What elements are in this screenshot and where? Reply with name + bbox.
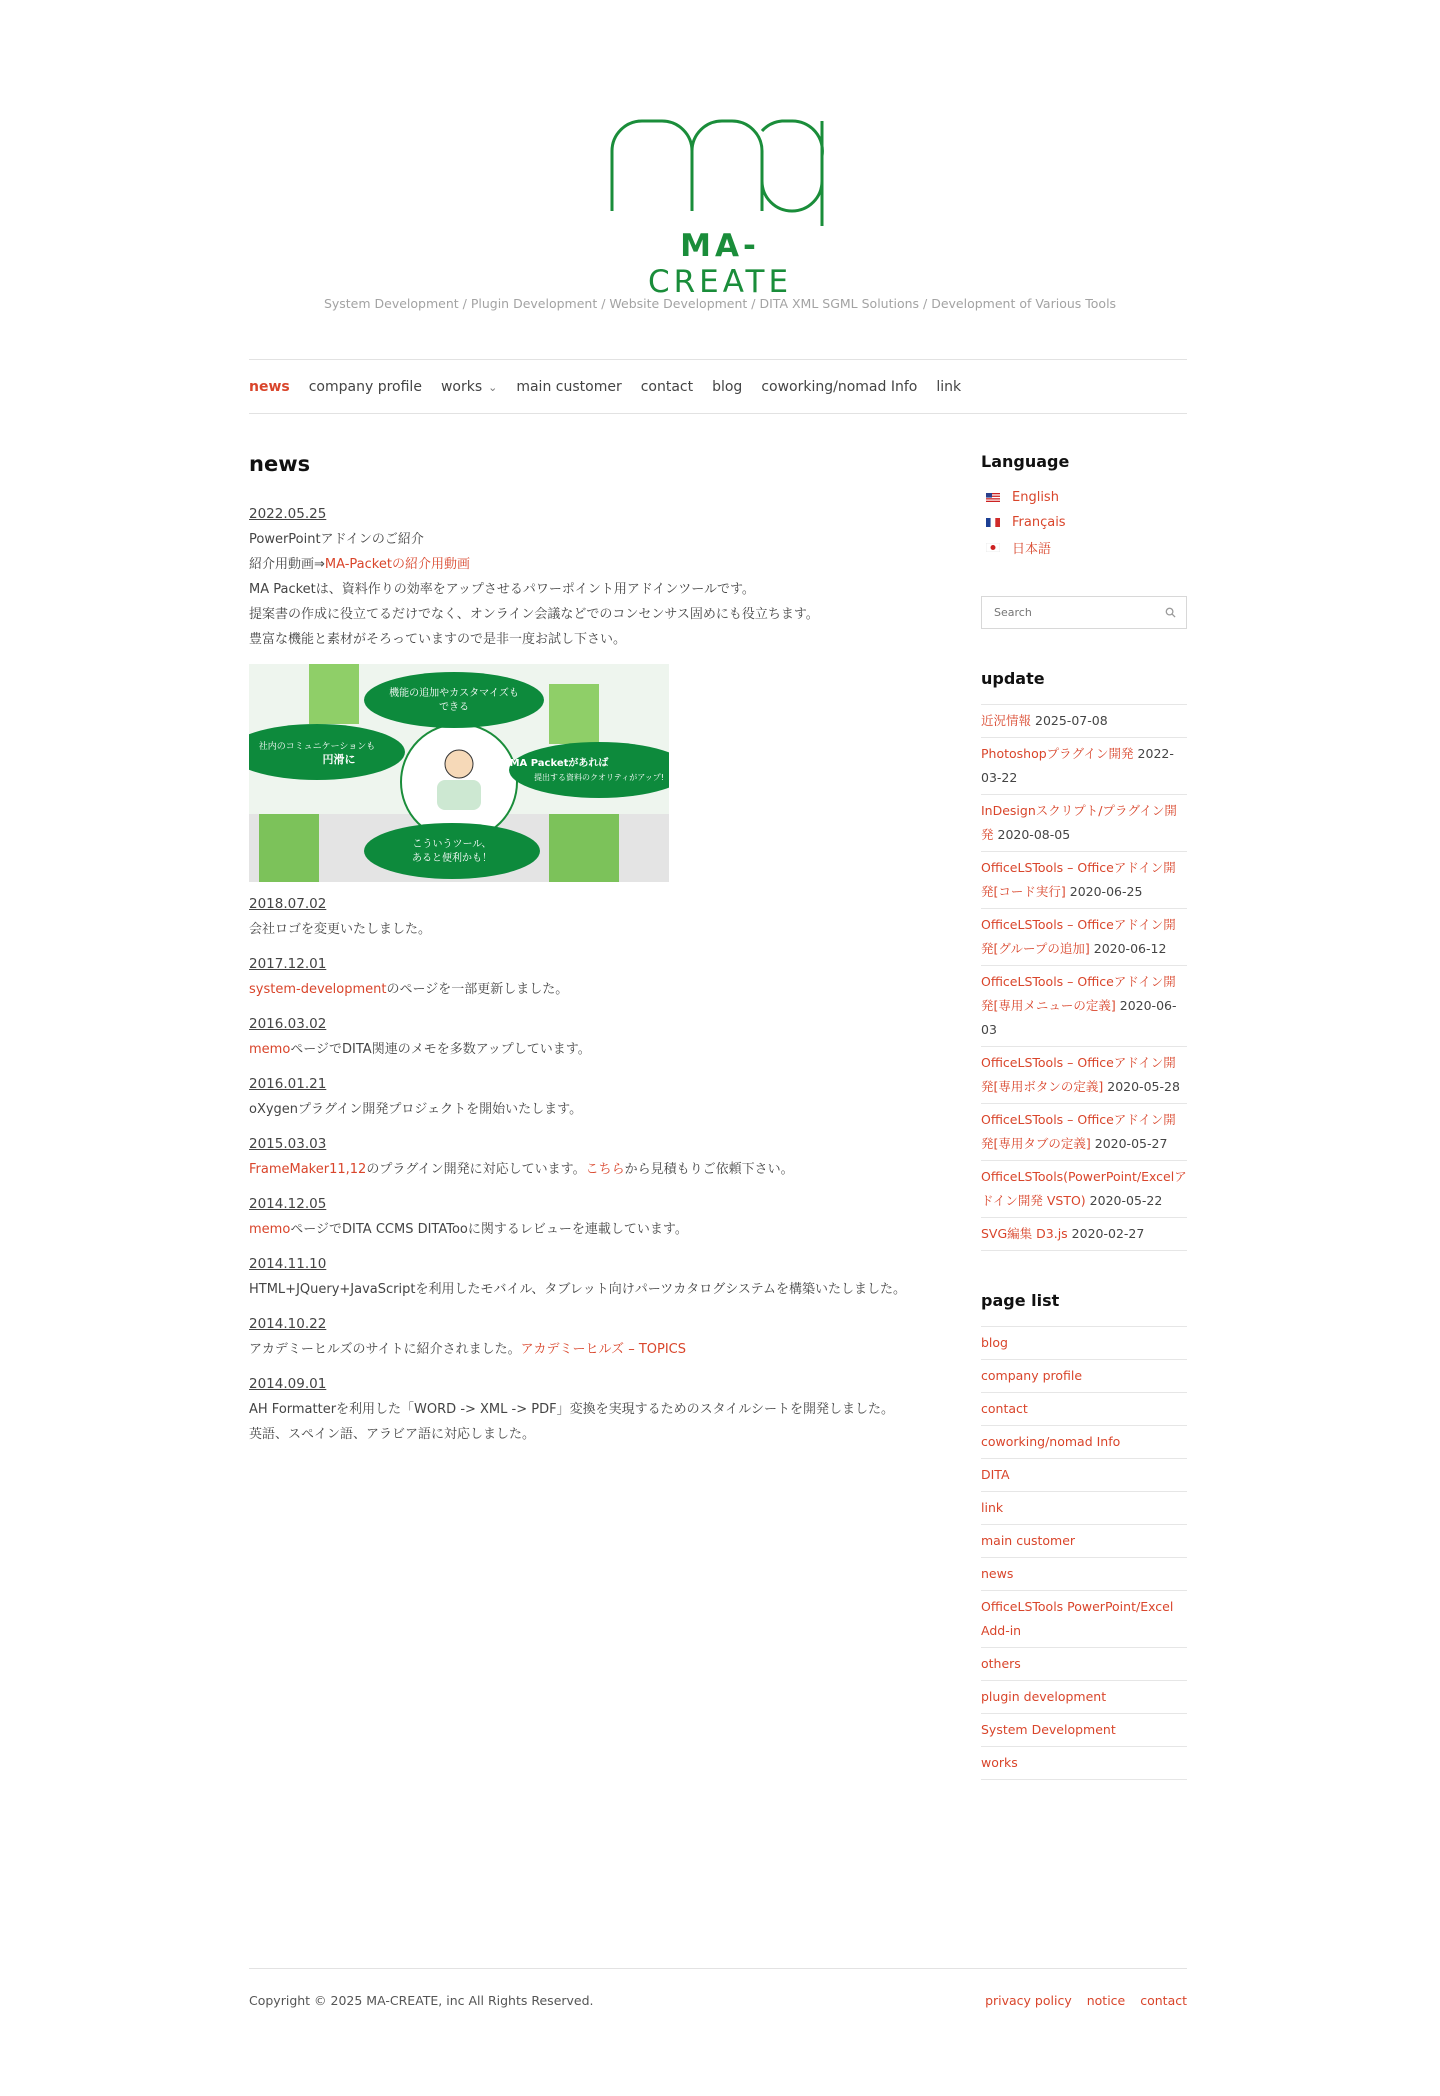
- page-link-coworking[interactable]: coworking/nomad Info: [981, 1434, 1121, 1449]
- site-tagline: System Development / Plugin Development / Website Development / DITA XML SGML Solutions / Development of Various Tools: [323, 296, 1117, 311]
- page-list-item: [981, 1525, 1187, 1558]
- language-english[interactable]: [981, 485, 1187, 510]
- nav-item-works-label: works: [440, 378, 483, 395]
- banner-bubble-bottom-line2: あると便利かも！: [412, 853, 492, 864]
- banner-block-right: [549, 684, 599, 744]
- copyright-text: Copyright © 2025 MA-CREATE, inc All Rights Reserved.: [249, 1993, 594, 2008]
- news-entry: [249, 892, 949, 942]
- update-link[interactable]: InDesignスクリプト/プラグイン開発: [981, 803, 1177, 842]
- page-list-item: [981, 1747, 1187, 1780]
- news-date[interactable]: 2016.03.02: [249, 1016, 327, 1032]
- page-list-item: [981, 1681, 1187, 1714]
- framemaker-link[interactable]: FrameMaker11,12: [249, 1162, 367, 1177]
- banner-bubble-right-line1: MA Packetがあれば: [509, 758, 609, 769]
- news-date[interactable]: 2015.03.03: [249, 1136, 327, 1152]
- update-item: [981, 1104, 1187, 1161]
- update-date: 2020-02-27: [1071, 1226, 1145, 1241]
- nav-item-contact[interactable]: contact: [640, 378, 694, 395]
- banner-person-head: [445, 750, 473, 778]
- page-list-item: [981, 1327, 1187, 1360]
- page-link-dita[interactable]: DITA: [981, 1467, 1010, 1482]
- news-entry: [249, 502, 949, 882]
- page-link-main-customer[interactable]: main customer: [981, 1533, 1076, 1548]
- update-item: [981, 966, 1187, 1047]
- estimate-link[interactable]: こちら: [585, 1162, 625, 1177]
- privacy-policy-link[interactable]: privacy policy: [985, 1993, 1072, 2008]
- banner-house-left: [259, 814, 319, 882]
- news-text-rest: のプラグイン開発に対応しています。: [366, 1162, 586, 1177]
- news-text-rest2: から見積もりご依頼下さい。: [624, 1162, 794, 1177]
- nav-item-link[interactable]: link: [936, 378, 962, 395]
- news-text: PowerPointアドインのご紹介: [249, 532, 424, 547]
- page-list-item: [981, 1492, 1187, 1525]
- page-link-system-development[interactable]: System Development: [981, 1722, 1116, 1737]
- nav-item-coworking[interactable]: coworking/nomad Info: [761, 378, 918, 395]
- nav-item-news[interactable]: news: [249, 378, 290, 395]
- fr-flag-icon: [986, 518, 1000, 527]
- update-item: [981, 705, 1187, 738]
- news-text: [249, 552, 949, 577]
- jp-flag-icon: [986, 543, 1000, 552]
- update-date: 2020-06-12: [1093, 941, 1167, 956]
- news-text: [249, 977, 949, 1002]
- memo-link[interactable]: memo: [249, 1222, 291, 1237]
- academyhills-link[interactable]: アカデミーヒルズ – TOPICS: [520, 1342, 686, 1357]
- news-text-pre: アカデミーヒルズのサイトに紹介されました。: [249, 1342, 521, 1357]
- news-entry: [249, 952, 949, 1002]
- nav-item-blog[interactable]: blog: [712, 378, 743, 395]
- system-development-link[interactable]: system-development: [249, 982, 387, 997]
- page-list-item: [981, 1714, 1187, 1747]
- update-link[interactable]: Photoshopプラグイン開発: [981, 746, 1134, 761]
- nav-item-company-profile[interactable]: company profile: [308, 378, 422, 395]
- sidebar: [981, 452, 1187, 1780]
- update-link[interactable]: OfficeLSTools – Officeアドイン開発[コード実行]: [981, 860, 1176, 899]
- page-link-news[interactable]: news: [981, 1566, 1014, 1581]
- update-link[interactable]: OfficeLSTools(PowerPoint/Excelアドイン開発 VSTO): [981, 1169, 1187, 1208]
- page-link-officelstools[interactable]: OfficeLSTools PowerPoint/Excel Add-in: [981, 1599, 1174, 1638]
- pagelist-heading: page list: [981, 1291, 1060, 1310]
- update-link[interactable]: OfficeLSTools – Officeアドイン開発[専用ボタンの定義]: [981, 1055, 1176, 1094]
- update-list: [981, 704, 1187, 1251]
- update-item: [981, 1047, 1187, 1104]
- update-heading: update: [981, 669, 1045, 688]
- banner-block-top: [309, 664, 359, 724]
- news-entry: [249, 1372, 949, 1447]
- language-label: English: [1012, 490, 1059, 505]
- chevron-down-icon: ⌄: [488, 380, 498, 394]
- update-date: 2020-08-05: [997, 827, 1071, 842]
- news-entry: [249, 1192, 949, 1242]
- update-date: 2022-03-22: [981, 746, 1174, 785]
- language-japanese[interactable]: [981, 535, 1187, 560]
- page-title: news: [249, 452, 311, 476]
- news-text: AH Formatterを利用した「WORD -> XML -> PDF」変換を実現するためのスタイルシートを開発しました。: [249, 1402, 894, 1417]
- search-input[interactable]: [992, 605, 1165, 620]
- memo-link[interactable]: memo: [249, 1042, 291, 1057]
- language-french[interactable]: [981, 510, 1187, 535]
- news-date[interactable]: 2014.11.10: [249, 1256, 327, 1272]
- banner-bubble-top-line2: できる: [439, 702, 469, 713]
- logo-word-bold: MA-: [680, 228, 760, 264]
- news-date[interactable]: 2017.12.01: [249, 956, 327, 972]
- update-date: 2020-05-27: [1094, 1136, 1168, 1151]
- language-heading: Language: [981, 452, 1070, 471]
- news-text: 会社ロゴを変更いたしました。: [249, 922, 432, 937]
- news-date[interactable]: 2014.09.01: [249, 1376, 327, 1392]
- page-list: [981, 1326, 1187, 1780]
- page-link-plugin-development[interactable]: plugin development: [981, 1689, 1107, 1704]
- banner-bubble-top-line1: 機能の追加やカスタマイズも: [389, 688, 519, 699]
- banner-bubble-left-line2: 円滑に: [322, 753, 356, 766]
- banner-person-body: [437, 780, 481, 810]
- notice-link[interactable]: notice: [1086, 1993, 1126, 2008]
- update-date: 2025-07-08: [1035, 713, 1108, 728]
- news-date[interactable]: 2018.07.02: [249, 896, 327, 912]
- news-text-rest: のページを一部更新しました。: [386, 982, 569, 997]
- update-item: [981, 909, 1187, 966]
- news-text-pre: 紹介用動画⇒: [249, 557, 325, 572]
- news-text: oXygenプラグイン開発プロジェクトを開始いたします。: [249, 1102, 583, 1117]
- news-date[interactable]: 2016.01.21: [249, 1076, 327, 1092]
- news-text: 英語、スペイン語、アラビア語に対応しました。: [249, 1427, 536, 1442]
- news-date[interactable]: 2014.12.05: [249, 1196, 327, 1212]
- logo-wordmark: [609, 228, 831, 300]
- news-text: [249, 1217, 949, 1242]
- footer-links: [974, 1993, 1187, 2008]
- update-link[interactable]: OfficeLSTools – Officeアドイン開発[グループの追加]: [981, 917, 1176, 956]
- banner-bubble-left-line1: 社内のコミュニケーションも: [258, 742, 376, 752]
- update-link[interactable]: SVG編集 D3.js: [981, 1226, 1068, 1241]
- news-entry: [249, 1012, 949, 1062]
- news-text: 提案書の作成に役立てるだけでなく、オンライン会議などでのコンセンサス固めにも役立ちます。: [249, 607, 819, 622]
- news-date[interactable]: 2022.05.25: [249, 506, 327, 522]
- page-list-item: [981, 1558, 1187, 1591]
- update-item: [981, 1218, 1187, 1251]
- news-text: 豊富な機能と素材がそろっていますので是非一度お試し下さい。: [249, 632, 627, 647]
- news-content: [249, 452, 949, 1457]
- news-text: MA Packetは、資料作りの効率をアップさせるパワーポイント用アドインツールです。: [249, 582, 755, 597]
- logo-word-light: CREATE: [647, 264, 793, 300]
- search-box: [981, 596, 1187, 629]
- update-link[interactable]: OfficeLSTools – Officeアドイン開発[専用メニューの定義]: [981, 974, 1176, 1013]
- page-link-works[interactable]: works: [981, 1755, 1018, 1770]
- us-flag-icon: [986, 493, 1000, 502]
- footer-contact-link[interactable]: contact: [1140, 1993, 1187, 2008]
- news-text: [249, 1037, 949, 1062]
- page-list-item: [981, 1360, 1187, 1393]
- update-link[interactable]: OfficeLSTools – Officeアドイン開発[専用タブの定義]: [981, 1112, 1176, 1151]
- language-label: 日本語: [1012, 542, 1052, 557]
- nav-item-works[interactable]: [441, 379, 497, 395]
- banner-bubble-bottom-line1: こういうツール、: [412, 839, 492, 850]
- news-entry: [249, 1252, 949, 1302]
- news-text: HTML+JQuery+JavaScriptを利用したモバイル、タブレット向けパーツカタログシステムを構築いたしました。: [249, 1282, 906, 1297]
- page-link-contact[interactable]: contact: [981, 1401, 1028, 1416]
- update-date: 2020-06-25: [1069, 884, 1143, 899]
- update-item: [981, 1161, 1187, 1218]
- page-link-link[interactable]: link: [981, 1500, 1004, 1515]
- page-list-item: [981, 1591, 1187, 1648]
- ma-packet-banner[interactable]: [249, 664, 669, 882]
- nav-item-main-customer[interactable]: main customer: [516, 378, 622, 395]
- update-date: 2020-06-03: [981, 998, 1177, 1037]
- update-item: [981, 795, 1187, 852]
- search-icon[interactable]: [1165, 607, 1176, 618]
- banner-bubble-top: [364, 672, 544, 728]
- update-date: 2020-05-22: [1089, 1193, 1163, 1208]
- update-date: 2020-05-28: [1107, 1079, 1180, 1094]
- news-text-rest: ページでDITA関連のメモを多数アップしています。: [290, 1042, 591, 1057]
- news-date[interactable]: 2014.10.22: [249, 1316, 327, 1332]
- news-entry: [249, 1312, 949, 1362]
- page-list-item: [981, 1459, 1187, 1492]
- banner-bubble-bottom: [364, 823, 540, 879]
- main-nav: [249, 359, 1187, 414]
- news-entry: [249, 1132, 949, 1182]
- page-list-item: [981, 1426, 1187, 1459]
- page-link-others[interactable]: others: [981, 1656, 1021, 1671]
- news-text-rest: ページでDITA CCMS DITATooに関するレビューを連載しています。: [290, 1222, 688, 1237]
- page-list-item: [981, 1393, 1187, 1426]
- footer-divider: [249, 1968, 1187, 1969]
- video-link[interactable]: MA-Packetの紹介用動画: [324, 557, 470, 572]
- news-text: [249, 1337, 949, 1362]
- page-link-blog[interactable]: blog: [981, 1335, 1008, 1350]
- news-text: [249, 1157, 949, 1182]
- news-entry: [249, 1072, 949, 1122]
- banner-bubble-right-line2: 提出する資料のクオリティがアップ!: [534, 773, 664, 782]
- page-link-company-profile[interactable]: company profile: [981, 1368, 1083, 1383]
- update-item: [981, 852, 1187, 909]
- banner-house-right: [549, 814, 619, 882]
- page-list-item: [981, 1648, 1187, 1681]
- update-item: [981, 738, 1187, 795]
- language-label: Français: [1012, 515, 1066, 530]
- update-link[interactable]: 近況情報: [981, 713, 1032, 728]
